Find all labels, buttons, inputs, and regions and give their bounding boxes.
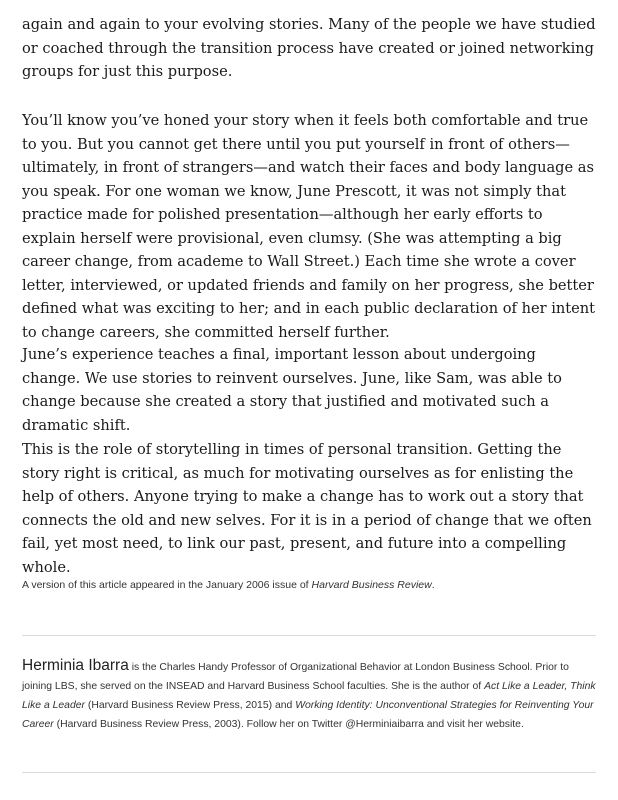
version-note: [22, 578, 596, 592]
divider: [22, 635, 596, 636]
article-paragraph: again and again to your evolving stories. Many of the people we have studied or coached through the transition process have created or joined networking groups for just this purpose.: [22, 16, 596, 80]
website-link[interactable]: her website: [467, 719, 521, 730]
bio-text: is the Charles Handy Professor of Organizational Behavior at London Business School. Prior to joining LBS, she served on the INSEAD and Harvard Business School faculties. She is the author of: [22, 662, 569, 692]
bio-text: .: [520, 719, 524, 730]
version-note-suffix: .: [431, 579, 435, 591]
article-paragraph: June’s experience teaches a final, important lesson about undergoing change. We use stories to reinvent ourselves. June, like Sam, was able to change because she created a story that justified and motivated such a dramatic shift.: [22, 346, 562, 434]
book-title: Act Like a Leader, Think Like a Leader: [22, 681, 596, 711]
author-name[interactable]: Herminia Ibarra: [22, 657, 129, 674]
bio-text: and visit: [423, 719, 468, 730]
article-paragraph: This is the role of storytelling in times of personal transition. Getting the story right is critical, as much for motivating ourselves as for enlisting the help of others. Anyone trying to make a change has to work out a story that connects the old and new selves. For it is in a period of change that we often fail, yet most need, to link our past, present, and future into a compelling whole.: [22, 441, 592, 576]
bio-text: (Harvard Business Review Press, 2015) and: [84, 700, 296, 711]
book-title: Working Identity: Unconventional Strategies for Reinventing Your Career: [22, 700, 594, 730]
bio-text: (Harvard Business Review Press, 2003). Follow her on Twitter: [53, 719, 346, 730]
twitter-link[interactable]: @Herminiaibarra: [345, 719, 424, 730]
publication-name: Harvard Business Review: [311, 579, 432, 591]
author-bio: [22, 656, 596, 734]
article-paragraph: You’ll know you’ve honed your story when it feels both comfortable and true to you. But you cannot get there until you put yourself in front of others—ultimately, in front of strangers—and watch their faces and body language as you speak. For one woman we know, June Prescott, it was not simply that practice made for polished presentation—although her early efforts to explain herself were provisional, even clumsy. (She was attempting a big career change, from academe to Wall Street.) Each time she wrote a cover letter, interviewed, or updated friends and family on her progress, she better defined what was exciting to her; and in each public declaration of her intent to change careers, she committed herself further.: [22, 112, 596, 341]
version-note-prefix: A version of this article appeared in the January 2006 issue of: [22, 579, 312, 591]
divider: [22, 772, 596, 773]
